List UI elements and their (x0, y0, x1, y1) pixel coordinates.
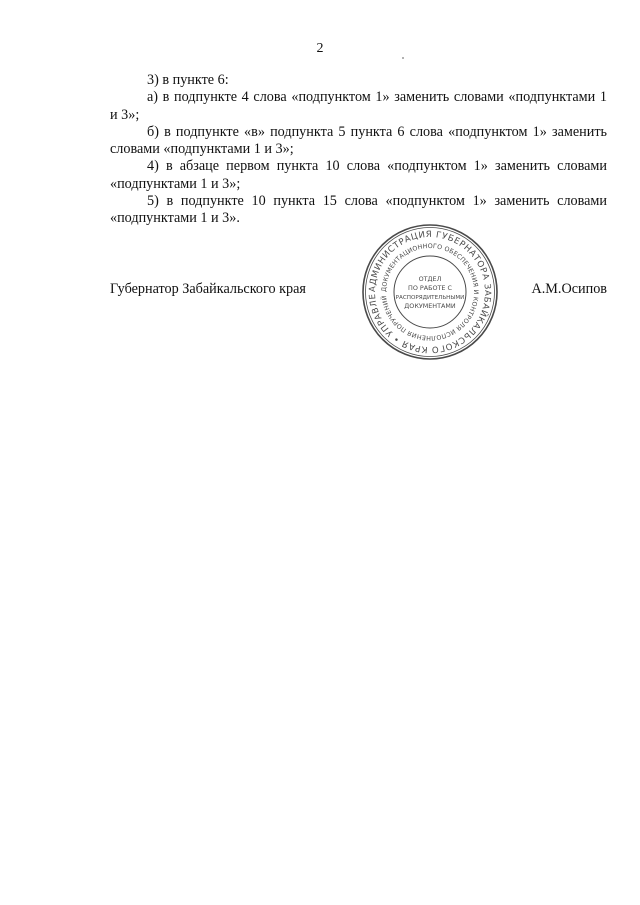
paragraph-item-3: 3) в пункте 6: (147, 72, 229, 88)
stamp-inner-text: ДОКУМЕНТАЦИОННОГО ОБЕСПЕЧЕНИЯ И КОНТРОЛЯ ИСПОЛНЕНИЯ ПОРУЧЕНИЙ (380, 242, 480, 342)
paragraph-subitem-a: а) в подпункте 4 слова «подпунктом 1» заменить словами «подпунктами 1 и 3»; (110, 89, 607, 123)
signature-block (110, 281, 607, 301)
stamp-center-line-3: РАСПОРЯДИТЕЛЬНЫМИ (395, 295, 465, 301)
scan-speck (402, 57, 404, 59)
stamp-seal-image (360, 222, 500, 362)
official-stamp (360, 222, 500, 362)
signer-name: А.М.Осипов (531, 281, 607, 297)
stamp-center-line-1: ОТДЕЛ (418, 275, 442, 283)
signer-title: Губернатор Забайкальского края (110, 281, 306, 297)
stamp-center-line-4: ДОКУМЕНТАМИ (404, 302, 456, 310)
page-number: 2 (316, 41, 324, 56)
stamp-outer-text: АДМИНИСТРАЦИЯ ГУБЕРНАТОРА ЗАБАЙКАЛЬСКОГО КРАЯ • УПРАВЛЕ (367, 229, 493, 355)
paragraph-item-4: 4) в абзаце первом пункта 10 слова «подпунктом 1» заменить словами «подпунктами 1 и 3»; (110, 158, 607, 192)
paragraph-subitem-b: б) в подпункте «в» подпункта 5 пункта 6 слова «подпунктом 1» заменить словами «подпунктами 1 и 3»; (110, 123, 607, 158)
stamp-center-line-2: ПО РАБОТЕ С (408, 284, 452, 292)
paragraph-item-5: 5) в подпункте 10 пункта 15 слова «подпунктом 1» заменить словами «подпунктами 1 и 3». (110, 193, 607, 227)
document-body (110, 72, 607, 228)
